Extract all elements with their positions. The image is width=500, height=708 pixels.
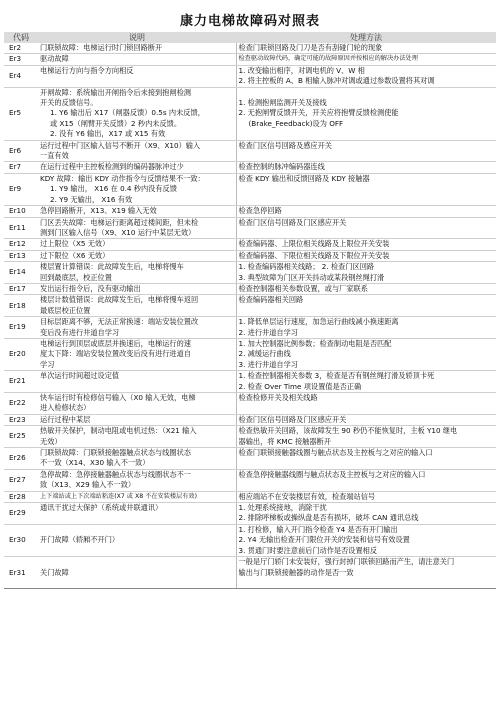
table-row [4, 250, 496, 261]
fault-code: Er19 [4, 317, 38, 339]
table-body [4, 43, 496, 589]
method-line: 1. 加大控制器比例参数；检查制动电阻是否匹配 [238, 338, 392, 348]
table-row [4, 283, 496, 294]
fault-method [236, 173, 496, 205]
fault-description [38, 393, 236, 415]
fault-description [38, 206, 236, 217]
description-line: 门联锁故障：门联锁接触器触点状态与线圈状态 [40, 448, 191, 458]
fault-method [236, 239, 496, 250]
table-row [4, 524, 496, 556]
method-line: 2. 将主控板的 A、B 相输入脉冲对调或通过参数设置将其对调 [238, 76, 435, 86]
fault-description [38, 557, 236, 589]
description-line: 楼层计数值错误：此故障发生后，电梯将慢车返回 [40, 295, 199, 305]
fault-code: Er2 [4, 43, 38, 54]
table-row [4, 162, 496, 173]
table-row [4, 448, 496, 470]
fault-description [38, 217, 236, 239]
fault-method [236, 414, 496, 425]
description-line: 过下限位（X6 无效） [40, 250, 110, 260]
fault-description [38, 295, 236, 317]
table-row [4, 317, 496, 339]
fault-method [236, 393, 496, 415]
description-line: 急停故障：急停接触器触点状态与线圈状态不一 [40, 469, 191, 479]
method-line: 2. 检查 Over Time 项设置值是否正确 [238, 381, 362, 391]
description-line: 2. 没有 Y6 输出，X17 或 X15 有效 [50, 129, 166, 139]
table-row [4, 414, 496, 425]
method-line: 检查急停接触器线圈与触点状态及主控板与之对应的输入口 [238, 469, 426, 479]
page-title: 康力电梯故障码对照表 [179, 14, 320, 29]
table-row [4, 491, 496, 502]
method-line: 检查 KDY 输出和反馈回路及 KDY 接触器 [238, 173, 370, 183]
table-row [4, 206, 496, 217]
description-line: KDY 故障：输出 KDY 动作指令与反馈结果不一致： [40, 173, 205, 183]
fault-description [38, 140, 236, 162]
description-line: 通讯干扰过大保护（系统或井联通讯） [40, 503, 163, 513]
description-line: 1. Y9 输出， X16 在 0.4 秒内没有反馈 [50, 184, 177, 194]
method-line: 相应端站不在安装楼层有效，检查端站信号 [238, 491, 376, 501]
fault-code-table [4, 32, 496, 589]
table-row [4, 393, 496, 415]
method-line: 3. 进行井道自学习 [238, 359, 298, 369]
fault-method [236, 206, 496, 217]
fault-description [38, 262, 236, 284]
fault-description [38, 250, 236, 261]
fault-method [236, 43, 496, 54]
fault-method [236, 448, 496, 470]
description-line: 发出运行指令后，没有驱动输出 [40, 283, 141, 293]
header-code: 代码 [4, 32, 38, 43]
method-line: 检查控制的脉冲编码器连线 [238, 162, 325, 172]
fault-method [236, 503, 496, 525]
fault-method [236, 491, 496, 502]
description-line: 无效） [40, 436, 62, 446]
fault-description [38, 173, 236, 205]
description-line: 驱动故障 [40, 54, 69, 64]
fault-code: Er29 [4, 503, 38, 525]
fault-description [38, 524, 236, 556]
table-row [4, 295, 496, 317]
fault-code: Er14 [4, 262, 38, 284]
method-line: 检查检修开关及相关线路 [238, 393, 318, 402]
method-line: 3. 贯通门时要注意前后门动作是否设置相反 [238, 545, 378, 555]
fault-description [38, 162, 236, 173]
description-line: 运行过程中某层 [40, 414, 91, 424]
description-line [40, 546, 234, 556]
fault-description [38, 503, 236, 525]
fault-method [236, 250, 496, 261]
table-row [4, 43, 496, 54]
description-line: 过上限位（X5 无效） [40, 239, 110, 249]
table-row [4, 173, 496, 205]
description-line [40, 525, 234, 535]
description-line: 急停回路断开，X13、X19 输入无效 [40, 206, 157, 216]
method-line: 检查门区信号回路及门区感应开关 [238, 217, 347, 227]
method-line: 2. Y4 无输出检查开门限位开关的安装和信号有效设置 [238, 535, 410, 545]
description-line: 最底层校正位置 [40, 305, 91, 315]
fault-method [236, 283, 496, 294]
description-line: 开门故障（轿厢不开门） [40, 535, 120, 545]
table-row [4, 503, 496, 525]
table-header-row [4, 32, 496, 43]
fault-method [236, 338, 496, 370]
method-line [239, 88, 495, 98]
description-line: 开闸故障：系统输出开闸指令后未接到抱闸检测 [40, 87, 191, 97]
fault-description [38, 469, 236, 491]
fault-code: Er20 [4, 338, 38, 370]
table-row [4, 87, 496, 140]
method-line: 2. 进行井道自学习 [238, 327, 298, 337]
method-line: 1. 降低单层运行速度，加急运行曲线减小换速距离 [238, 317, 399, 327]
method-line: 检查急停回路 [238, 206, 282, 216]
description-line: 度太下降：端站安装位置改变后没有进行进道自 [40, 349, 191, 359]
method-line: 1. 检查编码器相关线路； 2. 检查门区回路 [238, 262, 375, 272]
method-line: 1. 检测抱闸监测开关及接线 [238, 98, 327, 108]
description-line: 目标层距离不够，无法正常换速：端站安装位置改 [40, 317, 199, 327]
fault-code: Er26 [4, 448, 38, 470]
description-line [40, 557, 234, 567]
fault-code: Er30 [4, 524, 38, 556]
fault-method [236, 87, 496, 140]
table-row [4, 262, 496, 284]
fault-method [236, 65, 496, 87]
fault-method [236, 295, 496, 317]
fault-code: Er10 [4, 206, 38, 217]
description-line: 电梯运行方向与指令方向相反 [40, 65, 134, 75]
fault-description [38, 43, 236, 54]
description-line: 上下端站或上下次端站粘连(X7 或 X8 不在安装楼层有效) [40, 492, 198, 500]
description-line: 变后没有进行井道自学习 [40, 327, 120, 337]
fault-code: Er4 [4, 65, 38, 87]
table-row [4, 469, 496, 491]
description-line: 热敏开关保护，制动电阻或电机过热：（X21 输入 [40, 426, 197, 436]
description-line: 楼层置计算错误：此故障发生后，电梯将慢车 [40, 262, 184, 272]
description-line: 或 X15（闸臂开关反馈）2 秒内未反馈。 [50, 118, 182, 128]
description-line: 快车运行时有检修信号输入（X0 输入无效，电梯 [40, 393, 196, 402]
fault-code: Er22 [4, 393, 38, 415]
method-line: 检查编码器、下限位相关线路及下限位开关安装 [238, 250, 390, 260]
table-row [4, 54, 496, 65]
table-row [4, 140, 496, 162]
table-row [4, 371, 496, 393]
method-line: 1. 打检修，输入开门指令检查 Y4 是否有开门输出 [238, 524, 398, 534]
method-line: (Brake_Feedback)设为 OFF [248, 118, 344, 128]
method-line: 器输出，将 KMC 接触器断开 [238, 436, 331, 446]
fault-method [236, 317, 496, 339]
fault-code: Er27 [4, 469, 38, 491]
method-line: 1. 检查控制器相关参数 3，检查是否有钢丝绳打滑及轿顶卡死 [238, 371, 435, 381]
method-line: 检查驱动故障代码，确定可能的故障原因并按相应的解决办法处理 [238, 55, 418, 63]
fault-code: Er28 [4, 491, 38, 502]
fault-description [38, 448, 236, 470]
description-line: 回到最底层，校正位置 [40, 272, 112, 282]
fault-code: Er9 [4, 173, 38, 205]
description-line: 2. Y9 无输出， X16 有效 [50, 194, 133, 204]
header-method: 处理方法 [236, 32, 496, 43]
fault-description [38, 239, 236, 250]
fault-code: Er5 [4, 87, 38, 140]
fault-description [38, 414, 236, 425]
fault-description [38, 87, 236, 140]
fault-code: Er3 [4, 54, 38, 65]
fault-code: Er31 [4, 557, 38, 589]
fault-method [236, 469, 496, 491]
method-line: 检查门区信号回路及感应开关 [238, 140, 332, 150]
description-line: 单次运行时间超过设定值 [40, 371, 120, 381]
method-line: 2. 排除呼梯板或操纵盘是否有损坏，破坏 CAN 通讯总线 [238, 513, 419, 523]
fault-method [236, 524, 496, 556]
method-line: 1. 处理系统接地，消除干扰 [238, 503, 327, 513]
fault-method [236, 54, 496, 65]
fault-description [38, 65, 236, 87]
fault-code: Er7 [4, 162, 38, 173]
fault-code: Er18 [4, 295, 38, 317]
description-line: 门区丢失故障：电梯运行距离超过楼间距，但未检 [40, 217, 199, 227]
fault-code: Er21 [4, 371, 38, 393]
method-line: 检查门联锁回路及门刀是否有刮碰门轮的现象 [238, 43, 383, 52]
method-line [239, 129, 495, 139]
method-line: 检查编码器、上限位相关线路及上限位开关安装 [238, 239, 390, 249]
method-line: 3. 典型故障为门区开关抖动或某段钢丝绳打滑 [238, 272, 385, 282]
description-line [40, 578, 234, 588]
description-line: 进入检修状态） [40, 403, 91, 413]
fault-description [38, 371, 236, 393]
method-line: 检查门区信号回路及门区感应开关 [238, 414, 347, 424]
fault-description [38, 426, 236, 448]
method-line: 检查编码器相关回路 [238, 295, 304, 305]
fault-method [236, 140, 496, 162]
method-line: 1. 改变输出相序，对调电机的 V、W 相 [238, 65, 365, 75]
fault-method [236, 217, 496, 239]
fault-code: Er11 [4, 217, 38, 239]
fault-method [236, 371, 496, 393]
header-description: 说明 [38, 32, 236, 43]
description-line: 运行过程中门区输入信号不断开（X9、X10）输入 [40, 140, 201, 150]
description-line: 不一致（X14、X30 输入不一致） [40, 458, 150, 468]
description-line: 开关的反馈信号。 [40, 98, 98, 108]
fault-code: Er6 [4, 140, 38, 162]
table-row [4, 557, 496, 589]
fault-code: Er13 [4, 250, 38, 261]
method-line: 检查门联锁接触器线圈与触点状态及主控板与之对应的输入口 [238, 448, 433, 458]
fault-method [236, 262, 496, 284]
description-line: 一直有效 [40, 151, 69, 161]
method-line: 2. 无抱闸臂反馈开关，开关应将抱臂反馈检测使能 [238, 108, 399, 118]
fault-description [38, 338, 236, 370]
fault-method [236, 557, 496, 589]
table-row [4, 65, 496, 87]
fault-code: Er12 [4, 239, 38, 250]
description-line: 门联锁故障：电梯运行时门锁回路断开 [40, 43, 163, 52]
fault-description [38, 54, 236, 65]
fault-code: Er17 [4, 283, 38, 294]
table-row [4, 338, 496, 370]
fault-description [38, 283, 236, 294]
description-line: 电梯运行到顶层或底层并换速后，电梯运行的速 [40, 338, 191, 348]
table-row [4, 426, 496, 448]
description-line: 测到门区输入信号（X9、X10 运行中某层无效） [40, 227, 196, 237]
method-line: 检查热敏开关回路，该故障发生 90 秒仍不能恢复时，主板 Y10 继电 [238, 426, 458, 436]
fault-code: Er23 [4, 414, 38, 425]
description-line: 致（X13、X29 输入不一致） [40, 480, 136, 490]
fault-description [38, 317, 236, 339]
method-line: 2. 减缓运行曲线 [238, 349, 291, 359]
fault-method [236, 162, 496, 173]
description-line: 关门故障 [40, 567, 69, 577]
fault-code: Er25 [4, 426, 38, 448]
method-line: 一般是厅门轿门未安装好，强行封掉门联锁回路而产生，请注意关门 [238, 557, 455, 567]
method-line: 输出与门联锁接触器的动作是否一致 [238, 567, 354, 577]
description-line: 学习 [40, 359, 55, 369]
description-line: 1. Y6 输出后 X17（闸器反馈）0.5s 内未反馈， [50, 108, 205, 118]
fault-description [38, 491, 236, 502]
fault-method [236, 426, 496, 448]
table-row [4, 217, 496, 239]
method-line: 检查控制器相关参数设置，或与厂家联系 [238, 283, 368, 293]
description-line: 在运行过程中主控板检测到的编码器脉冲过少 [40, 162, 184, 172]
table-row [4, 239, 496, 250]
